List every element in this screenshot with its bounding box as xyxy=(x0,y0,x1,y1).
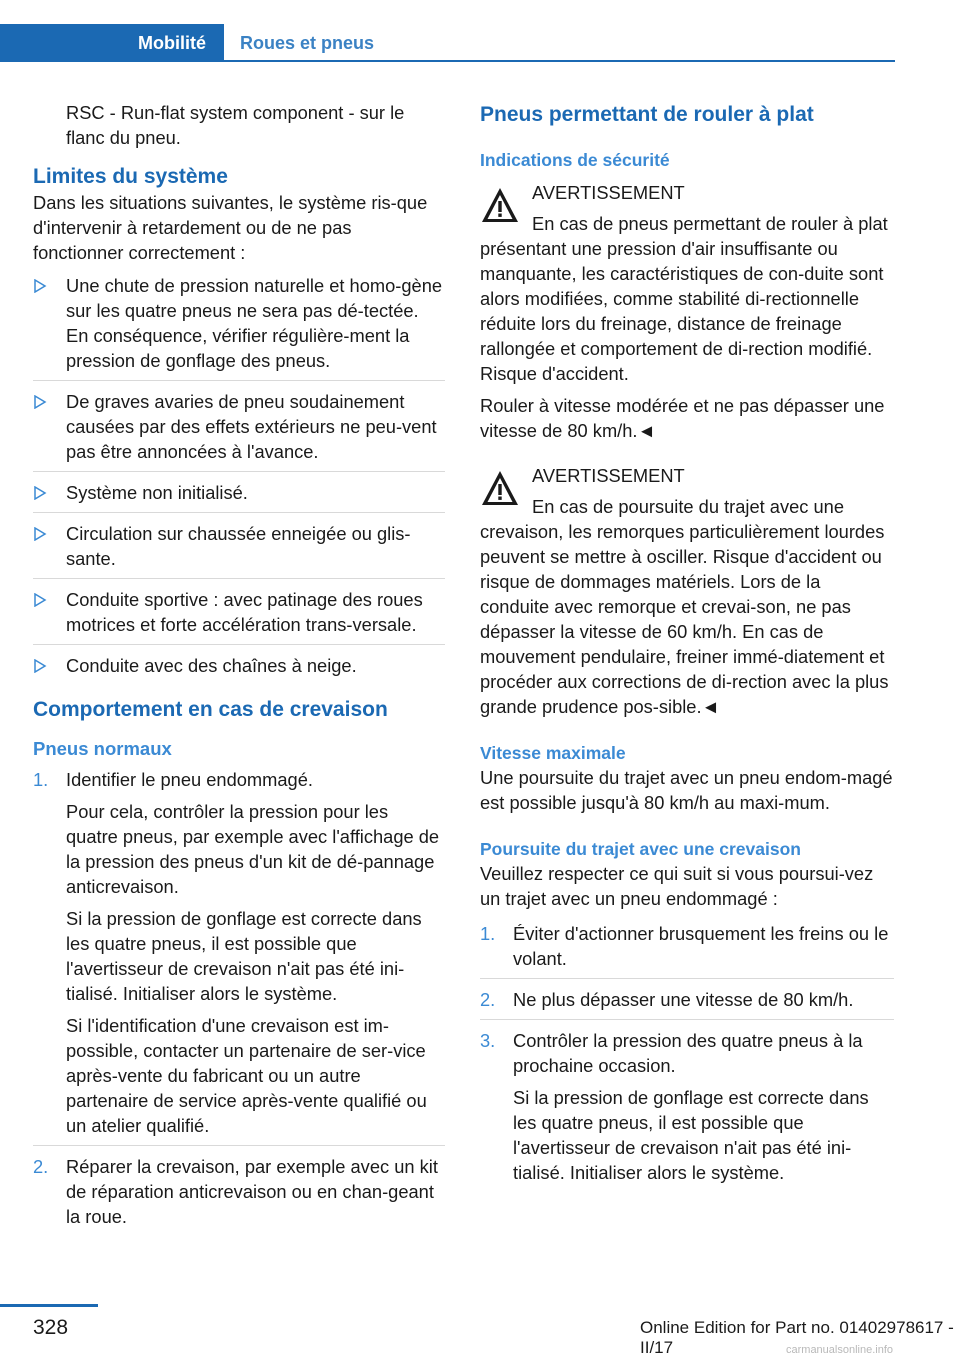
list-item-text: Circulation sur chaussée enneigée ou glis-sante. xyxy=(66,523,411,569)
warning-text: En cas de poursuite du trajet avec une crevaison, les remorques particulièrement lourdes peuvent se mettre à osciller. Risque d'accident ou risque de dommages matériels. Lors de la conduite avec remorque et crevai-son, ne pas dépasser la vitesse de 60 km/h. En cas de mouvement pendulaire, freiner immé-diatement et procéder aux corrections de di-rection avec la plus grande prudence pos-sible.◄ xyxy=(480,496,889,717)
list-item xyxy=(33,389,445,472)
limits-heading: Limites du système xyxy=(33,165,228,188)
step-text: Réparer la crevaison, par exemple avec un kit de réparation anticrevaison ou en chan-geant la roue. xyxy=(66,1156,438,1227)
list-item xyxy=(480,1028,894,1192)
list-item xyxy=(33,653,445,685)
list-item xyxy=(480,987,894,1020)
normal-tires-heading: Pneus normaux xyxy=(33,738,172,759)
safety-heading: Indications de sécurité xyxy=(480,150,670,170)
maxspeed-text: Une poursuite du trajet avec un pneu endom-magé est possible jusqu'à 80 km/h au maxi-mum. xyxy=(480,767,893,813)
list-item-text: Système non initialisé. xyxy=(66,482,248,503)
step-number: 2. xyxy=(33,1156,49,1177)
triangle-right-outline-icon xyxy=(33,527,47,541)
triangle-right-outline-icon xyxy=(33,659,47,673)
warning-triangle-icon xyxy=(480,186,520,224)
continue-text: Veuillez respecter ce qui suit si vous poursui-vez un trajet avec un pneu endommagé : xyxy=(480,863,874,909)
list-item-text: Conduite avec des chaînes à neige. xyxy=(66,655,357,676)
list-item-text: Une chute de pression naturelle et homo-gène sur les quatre pneus ne sera pas dé-tectée. En conséquence, vérifier régulière-ment la pression de gonflage des pneus. xyxy=(66,275,443,371)
limits-text: Dans les situations suivantes, le système ris-que d'intervenir à retardement ou de ne pas fonctionner correctement : xyxy=(33,192,428,263)
step-subtext: Pour cela, contrôler la pression pour les quatre pneus, par exemple avec l'affichage de la pression des pneus d'un kit de dé-pannage anticrevaison. xyxy=(66,801,440,897)
step-text: Contrôler la pression des quatre pneus à la prochaine occasion. xyxy=(513,1030,863,1076)
left-column xyxy=(33,100,445,1244)
maxspeed-heading: Vitesse maximale xyxy=(480,743,626,763)
warning-triangle-icon xyxy=(480,469,520,507)
chapter-tab: Roues et pneus xyxy=(240,32,375,53)
list-item xyxy=(33,480,445,513)
list-item xyxy=(33,273,445,381)
step-number: 1. xyxy=(480,923,496,944)
triangle-right-outline-icon xyxy=(33,395,47,409)
runflat-heading: Pneus permettant de rouler à plat xyxy=(480,103,814,126)
warning-advice: Rouler à vitesse modérée et ne pas dépasser une vitesse de 80 km/h.◄ xyxy=(480,395,885,441)
step-number: 1. xyxy=(33,769,49,790)
watermark: carmanualsonline.info xyxy=(786,1344,894,1356)
page-header xyxy=(0,24,895,62)
section-tab: Mobilité xyxy=(0,24,224,62)
list-item xyxy=(33,1154,445,1236)
continue-heading: Poursuite du trajet avec une crevaison xyxy=(480,839,801,859)
step-subtext: Si la pression de gonflage est correcte dans les quatre pneus, il est possible que l'avertisseur de crevaison n'ait pas été ini-tialisé. Initialiser alors le système. xyxy=(513,1087,869,1183)
puncture-heading: Comportement en cas de crevaison xyxy=(33,698,388,721)
step-number: 2. xyxy=(480,989,496,1010)
footer-rule xyxy=(0,1304,98,1307)
step-subtext: Si la pression de gonflage est correcte dans les quatre pneus, il est possible que l'avertisseur de crevaison n'ait pas été ini-tialisé. Initialiser alors le système. xyxy=(66,908,422,1004)
triangle-right-outline-icon xyxy=(33,279,47,293)
triangle-right-outline-icon xyxy=(33,593,47,607)
list-item xyxy=(33,767,445,1146)
warning-title: AVERTISSEMENT xyxy=(532,465,685,486)
list-item xyxy=(480,921,894,979)
step-subtext: Si l'identification d'une crevaison est im-possible, contacter un partenaire de ser-vice après-vente du fabricant ou un autre partenaire de service après-vente qualifié ou un atelier qualifié. xyxy=(66,1015,427,1136)
warning-text: En cas de pneus permettant de rouler à plat présentant une pression d'air insuffisante ou manquante, les caractéristiques de con-duite sont alors modifiées, comme stabilité di-rectionnelle réduite lors du freinage, distance de freinage rallongée et comportement de di-rection modifié. Risque d'accident. xyxy=(480,213,888,384)
warning-box xyxy=(480,463,894,719)
header-rule xyxy=(224,60,895,62)
triangle-right-outline-icon xyxy=(33,486,47,500)
warning-title: AVERTISSEMENT xyxy=(532,182,685,203)
list-item-text: De graves avaries de pneu soudainement causées par des effets extérieurs ne peu-vent pas être annoncées à l'avance. xyxy=(66,391,437,462)
warning-box xyxy=(480,180,894,443)
step-number: 3. xyxy=(480,1030,496,1051)
limits-list xyxy=(33,273,445,685)
list-item xyxy=(33,587,445,645)
step-text: Identifier le pneu endommagé. xyxy=(66,769,313,790)
step-text: Ne plus dépasser une vitesse de 80 km/h. xyxy=(513,989,854,1010)
list-item-text: Conduite sportive : avec patinage des roues motrices et forte accélération trans-versale. xyxy=(66,589,423,635)
list-item xyxy=(33,521,445,579)
continue-steps xyxy=(480,921,894,1192)
right-column xyxy=(480,100,894,1200)
puncture-steps xyxy=(33,767,445,1236)
edition-label: Online Edition for Part no. 01402978617 - II/17 xyxy=(640,1318,954,1357)
rsc-intro: RSC - Run-flat system component - sur le flanc du pneu. xyxy=(66,102,405,148)
page-number: 328 xyxy=(33,1316,69,1339)
step-text: Éviter d'actionner brusquement les freins ou le volant. xyxy=(513,923,889,969)
